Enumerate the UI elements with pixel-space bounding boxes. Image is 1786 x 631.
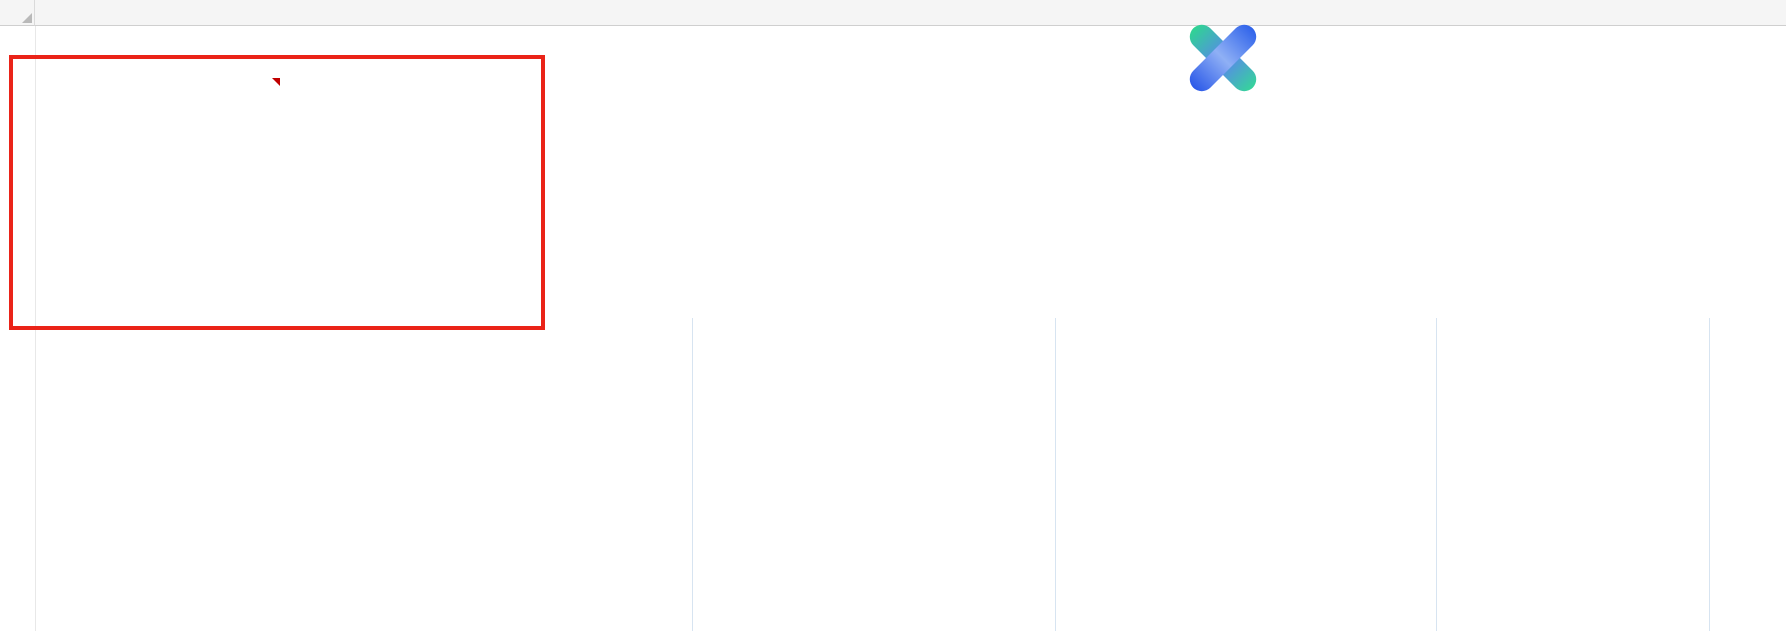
annotation-rectangle	[9, 55, 545, 330]
pnl-report-table	[35, 318, 1700, 631]
select-all-corner[interactable]	[0, 0, 35, 26]
velixo-logo	[1190, 26, 1271, 90]
velixo-x-icon	[1190, 26, 1256, 90]
column-header-bar	[0, 0, 1786, 26]
group-separator-line	[1709, 318, 1710, 631]
